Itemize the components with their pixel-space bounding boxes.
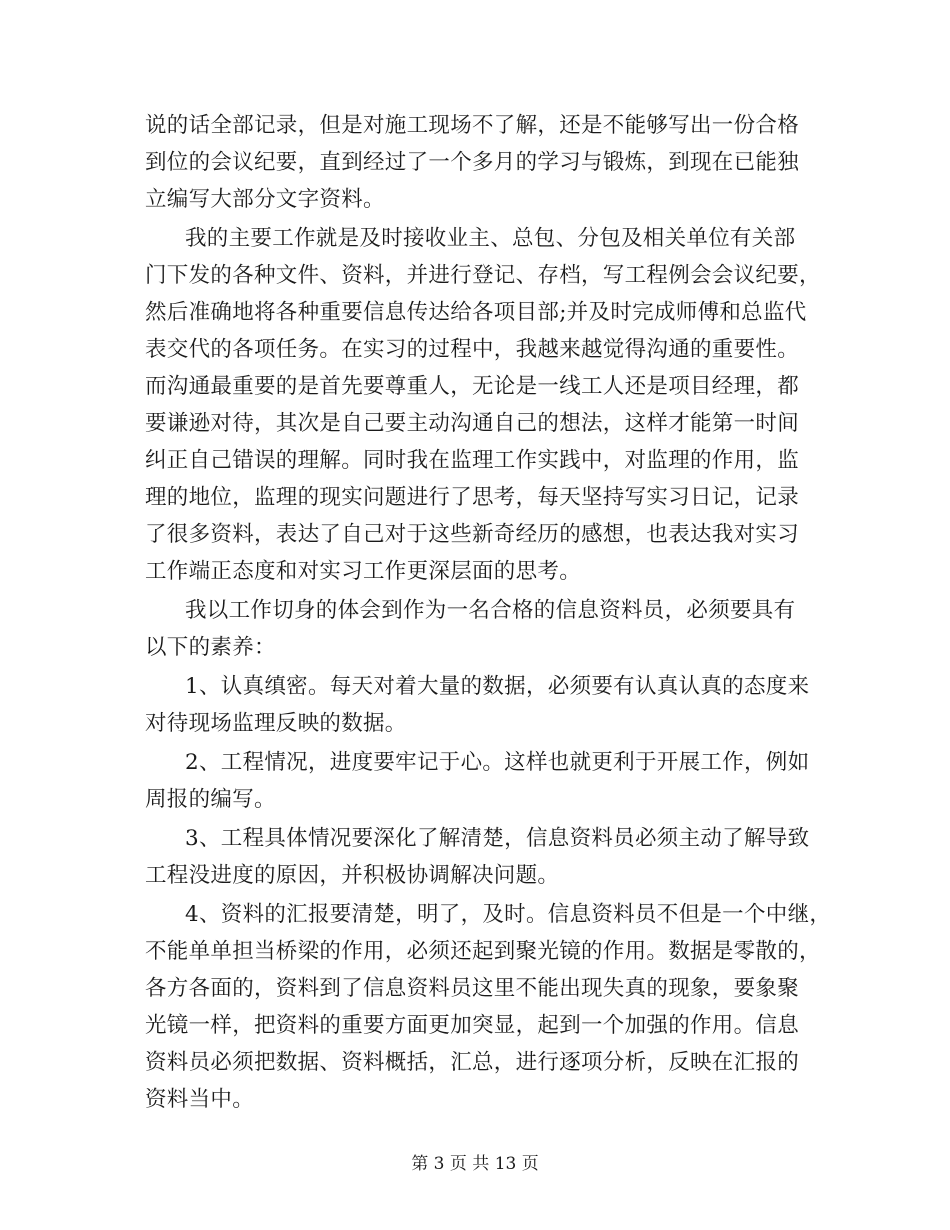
text-line: 要谦逊对待，其次是自己要主动沟通自己的想法，这样才能第一时间 xyxy=(145,411,800,436)
text-line: 然后准确地将各种重要信息传达给各项目部;并及时完成师傅和总监代 xyxy=(145,300,807,325)
text-line: 以下的素养： xyxy=(145,635,276,660)
text-line: 各方各面的，资料到了信息资料员这里不能出现失真的现象，要象聚 xyxy=(145,976,800,1001)
text-line: 资料当中。 xyxy=(145,1087,255,1112)
text-line: 1、认真缜密。每天对着大量的数据，必须要有认真认真的态度来 xyxy=(185,674,810,699)
text-line: 资料员必须把数据、资料概括，汇总，进行逐项分析，反映在汇报的 xyxy=(145,1050,800,1075)
text-line: 立编写大部分文字资料。 xyxy=(145,187,385,212)
text-line: 工程没进度的原因，并积极协调解决问题。 xyxy=(145,863,560,888)
text-line: 理的地位，监理的现实问题进行了思考，每天坚持写实习日记，记录 xyxy=(145,485,800,510)
text-line: 而沟通最重要的是首先要尊重人，无论是一线工人还是项目经理，都 xyxy=(145,374,800,399)
page-number: 第 3 页 共 13 页 xyxy=(411,1154,539,1174)
text-line: 4、资料的汇报要清楚，明了，及时。信息资料员不但是一个中继， xyxy=(185,902,832,927)
text-line: 不能单单担当桥梁的作用，必须还起到聚光镜的作用。数据是零散的， xyxy=(145,939,821,964)
text-line: 3、工程具体情况要深化了解清楚，信息资料员必须主动了解导致 xyxy=(185,826,810,851)
text-line: 纠正自己错误的理解。同时我在监理工作实践中，对监理的作用，监 xyxy=(145,448,800,473)
text-line: 工作端正态度和对实习工作更深层面的思考。 xyxy=(145,559,582,584)
text-line: 对待现场监理反映的数据。 xyxy=(145,711,407,736)
text-line: 表交代的各项任务。在实习的过程中，我越来越觉得沟通的重要性。 xyxy=(145,337,800,362)
text-line: 到位的会议纪要，直到经过了一个多月的学习与锻炼，到现在已能独 xyxy=(145,150,800,175)
text-line: 2、工程情况，进度要牢记于心。这样也就更利于开展工作，例如 xyxy=(185,750,810,775)
text-line: 光镜一样，把资料的重要方面更加突显，起到一个加强的作用。信息 xyxy=(145,1013,800,1038)
text-line: 说的话全部记录，但是对施工现场不了解，还是不能够写出一份合格 xyxy=(145,113,800,138)
text-line: 门下发的各种文件、资料，并进行登记、存档，写工程例会会议纪要， xyxy=(145,263,821,288)
text-line: 我以工作切身的体会到作为一名合格的信息资料员，必须要具有 xyxy=(185,598,796,623)
text-line: 周报的编写。 xyxy=(145,787,276,812)
text-line: 我的主要工作就是及时接收业主、总包、分包及相关单位有关部 xyxy=(185,226,796,251)
text-line: 了很多资料，表达了自己对于这些新奇经历的感想，也表达我对实习 xyxy=(145,522,800,547)
